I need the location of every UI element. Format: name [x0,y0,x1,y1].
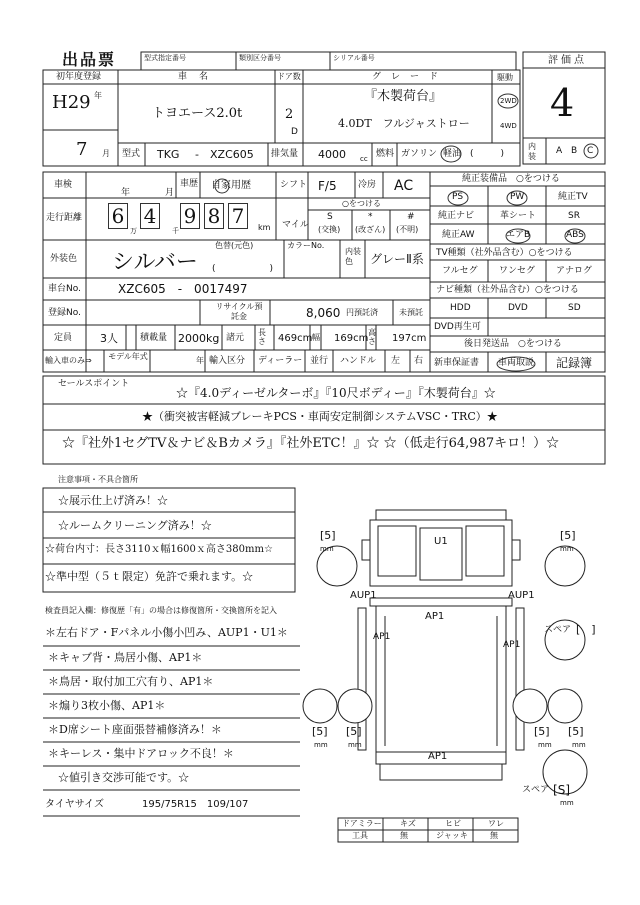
inspector-item: ＊左右ドア・Fパネル小傷小凹み、AUP1・U1＊ [45,626,288,639]
mileage-digit: 7 [228,203,248,229]
legend-value: 工具 [352,831,368,840]
mileage-opt-s: S [327,212,333,222]
diagram-ap1-left-vertical: AP1 [373,632,391,642]
mileage-digit: 9 [180,203,200,229]
legend-header: ワレ [488,819,504,828]
fuel-gas: ガソリン [401,149,438,159]
tv-oneseg: ワンセグ [499,266,536,276]
mileage-opt-star: * [368,212,373,222]
shift-label: シフト [280,180,308,190]
length-label: 長さ [258,328,266,346]
mileage-opt-star-sub: (改ざん) [355,225,386,234]
header-code-box [141,52,516,70]
equip-navi: 純正ナビ [438,211,475,221]
type-code: XZC605 [210,148,254,161]
interior-color-value: グレーⅡ系 [370,252,424,266]
diagram-u1: U1 [434,536,448,547]
tread-mm: mm [538,741,552,749]
diagram-ap1-right-vertical: AP1 [503,640,521,650]
navi-dvd: DVD [508,303,528,313]
tread-mm: mm [572,741,586,749]
note-item: ☆荷台内寸：長さ3110ｘ幅1600ｘ高さ380mm☆ [45,544,273,555]
width-label: 幅 [312,333,320,342]
capacity-label: 定員 [54,333,73,343]
cc-unit: cc [360,155,368,163]
door-type: D [291,127,298,137]
fuel-paren: ( ) [470,149,505,159]
spare-mm: mm [560,799,574,807]
grade-line2: 4.0DT フルジャストロー [338,117,470,130]
first-reg-month: 7 [76,139,88,160]
equipment-title: 純正装備品 ○をつける [462,174,560,184]
tread-mm: mm [560,545,574,553]
interior-a: A [556,146,563,156]
import-class-label: 輸入区分 [209,356,246,366]
grade-label: グレード [372,72,449,82]
dvd-playback-label: DVD再生可 [434,322,481,332]
width-value: 169cm [334,333,369,344]
interior-c: C [587,146,594,156]
cc-value: 4000 [318,148,346,161]
color-change-label: 色替(元色) [215,241,254,250]
navi-title: ナビ種類（社外品含む）○をつける [436,285,579,295]
inspector-item: ＊鳥居・取付加工穴有り、AP1＊ [48,675,214,688]
load-label: 積載量 [140,333,168,343]
spare-value-2: [S] [553,783,570,797]
note-item: ☆ルームクリーニング済み！☆ [58,519,212,532]
color-paren: ( ) [212,264,274,274]
mileage-check-note: ○をつける [342,199,381,208]
mileage-digit: 8 [204,203,224,229]
drive-label: 駆動 [497,73,513,82]
tread-front-left: [5] [320,529,336,542]
sales-label: セールスポイント [58,379,130,389]
form-title: 出品票 [62,50,117,69]
year-suffix: 年 [94,91,102,100]
load-value: 2000kg [178,332,220,345]
model-code-label: 型式指定番号 [144,54,186,62]
cc-label: 排気量 [271,149,299,159]
rating-label: 評価点 [548,55,587,66]
legend-value: ジャッキ [436,831,468,840]
mileage-man: 万 [130,227,137,235]
tread-mm: mm [320,545,334,553]
sales-line2: ★（衝突被害軽減ブレーキPCS・車両安定制御システムVSC・TRC）★ [142,410,498,423]
tire-size-value: 195/75R15 109/107 [142,799,249,810]
legend-value: 無 [490,831,498,840]
length-value: 469cm [278,333,313,344]
import-dealer: ディーラー [258,356,303,366]
tread-mm: mm [314,741,328,749]
equip-sr: SR [568,211,580,221]
legend-value: 無 [400,831,408,840]
later-manual: 車両取説 [498,358,535,368]
note-item: ☆展示仕上げ済み！☆ [58,494,168,507]
spare-value-1: [ ] [576,623,596,636]
registration-no-label: 登録No. [48,308,81,318]
note-item: ☆準中型（５ｔ限定）免許で乗れます。☆ [45,570,254,583]
mileage-digit: 4 [140,203,160,229]
dims-label: 諸元 [226,333,245,343]
spare-label-1: スペア [544,625,572,635]
interior-b: B [571,146,578,156]
import-label: 輸入車のみ⇒ [45,356,92,365]
spare-label-2: スペア [522,785,550,795]
later-warranty: 新車保証書 [434,358,480,368]
tv-title: TV種類（社外品含む）○をつける [436,248,573,258]
equip-pw: PW [510,192,525,202]
legend-header: キズ [400,819,416,828]
equip-aw: 純正AW [442,230,475,240]
handle-left: 左 [391,356,401,366]
inspector-item: ＊キーレス・集中ドアロック不良！＊ [48,747,234,760]
car-name: トヨエース2.0t [152,106,243,121]
inspector-item: ＊D席シート座面張替補修済み！＊ [48,723,222,736]
type-dash: - [195,148,199,161]
mile-label: マイル [282,220,309,230]
equip-leather: 革シート [500,211,537,221]
equip-ps: PS [452,192,464,202]
inspector-label: 検査員記入欄：修復歴「有」の場合は修復箇所・交換箇所を記入 [45,606,277,615]
recycle-unpaid: 未預託 [399,308,423,317]
drive-2wd: 2WD [500,97,517,105]
usage-label: 車歴 [180,179,199,189]
category-label: 類別区分番号 [239,54,281,62]
fuel-diesel: 軽油 [443,149,462,159]
model-year-suffix: 年 [196,356,204,365]
usage-value: 自家用歴 [211,180,251,191]
tread-front-right: [5] [560,529,576,542]
mileage-opt-hash: # [407,212,415,222]
tire-rear-right-inner [513,689,547,723]
mileage-sen: 千 [172,227,179,235]
legend-header: ヒビ [445,819,461,828]
diagram-aup1-left: AUP1 [350,590,377,601]
color-no-label: カラーNo. [287,241,325,250]
inspector-item: ☆値引き交渉可能です。☆ [58,771,190,784]
fuel-label: 燃料 [376,149,395,159]
drive-4wd: 4WD [500,122,517,130]
import-parallel: 並行 [310,356,329,366]
inspector-item: ＊煽り3枚小傷、AP1＊ [48,699,166,712]
chassis-value: XZC605 - 0017497 [118,282,248,296]
later-records: 記録簿 [556,356,593,370]
type-label: 型式 [122,149,141,159]
tire-size-label: タイヤサイズ [45,799,104,810]
notes-label: 注意事項・不具合箇所 [58,475,138,484]
recycle-label: リサイクル預託金 [215,302,263,321]
equip-tv: 純正TV [558,192,588,202]
mileage-unit: km [258,223,271,232]
tread-mm: mm [348,741,362,749]
inspection-label: 車検 [54,180,73,190]
diagram-ap1-top: AP1 [425,611,445,622]
handle-right: 右 [414,356,424,366]
height-label: 高さ [368,328,376,346]
sales-line1: ☆『4.0ディーゼルターボ』『10尺ボディー』『木製荷台』☆ [176,386,496,400]
recycle-unit: 円預託済 [346,308,378,317]
tire-rear-left-inner [338,689,372,723]
month-suffix: 月 [102,149,110,158]
navi-sd: SD [568,303,581,313]
mileage-opt-hash-sub: (不明) [396,225,419,234]
handle-label: ハンドル [340,356,377,366]
sales-line3: ☆『社外1セグTV＆ナビ＆Bカメラ』『社外ETC！』☆ ☆（低走行64,987キロ！）☆ [62,436,560,451]
tv-fullseg: フルセグ [442,266,478,276]
shift-value: F/5 [318,179,337,193]
serial-label: シリアル番号 [333,54,375,62]
mileage-digit: 6 [108,203,128,229]
mileage-label: 走行距離 [46,213,83,223]
model-year-label: モデル年式 [108,352,148,361]
doors-value: 2 [285,107,294,122]
mileage-opt-s-sub: (交換) [318,225,341,234]
type-prefix: TKG [157,148,180,161]
color-label: 外装色 [50,254,78,264]
grade-line1: 『木製荷台』 [364,89,443,104]
navi-hdd: HDD [450,303,471,313]
equip-abs: ABS [566,230,584,240]
tread-rear-left-outer: [5] [312,725,328,738]
tread-rear-right-inner: [5] [534,725,550,738]
interior-color-label: 内装色 [345,247,361,266]
color-value: シルバー [112,250,198,275]
chassis-label: 車台No. [48,284,81,294]
ac-value: AC [394,178,414,194]
height-value: 197cm [392,333,427,344]
legend-header: ドアミラー [342,819,382,828]
recycle-value: 8,060 [306,306,341,320]
interior-grade-label: 内装 [528,142,536,161]
tread-rear-right-outer: [5] [568,725,584,738]
later-title: 後日発送品 ○をつける [464,339,562,349]
first-reg-label: 初年度登録 [56,72,102,82]
capacity-value: 3人 [100,332,118,345]
tread-rear-left-inner: [5] [346,725,362,738]
rating-value: 4 [550,81,575,125]
inspection-year: 年 [121,188,131,198]
tire-rear-left-outer [303,689,337,723]
ac-label: 冷房 [358,180,377,190]
doors-label: ドア数 [277,72,301,81]
tv-analog: アナログ [556,266,593,276]
equip-airbag: エアB [506,230,531,240]
car-name-label: 車名 [178,72,221,82]
inspector-item: ＊キャブ背・鳥居小傷、AP1＊ [48,651,203,664]
diagram-aup1-right: AUP1 [508,590,535,601]
tire-rear-right-outer [548,689,582,723]
diagram-ap1-bottom: AP1 [428,751,448,762]
first-reg-year: H29 [52,92,91,113]
inspection-month: 月 [165,188,175,198]
truck-diagram [358,510,524,780]
